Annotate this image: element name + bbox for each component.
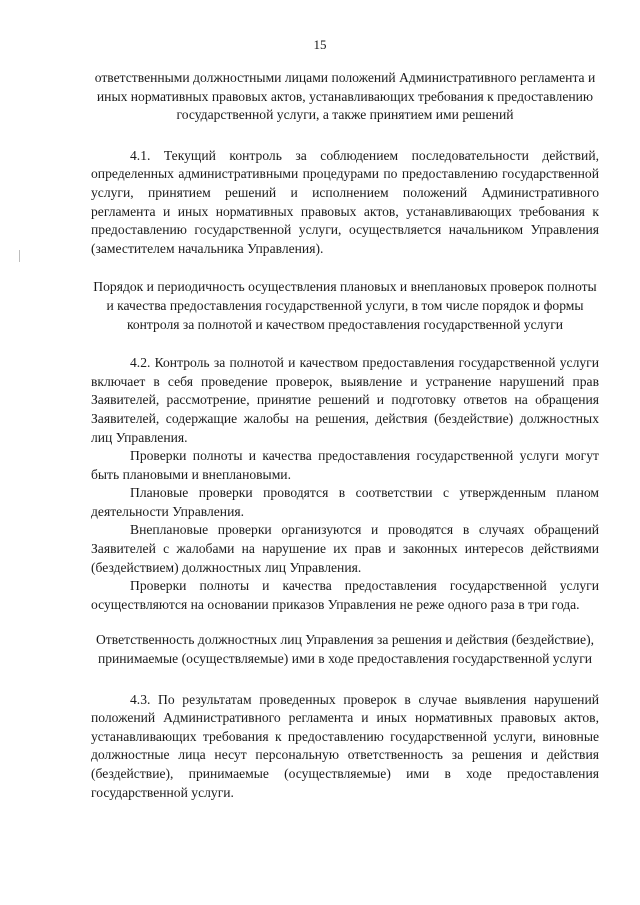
- spacer: [91, 334, 599, 354]
- paragraph-4-2: 4.2. Контроль за полнотой и качеством предоставления государственной услуги включает в себя проведение проверок, выявление и устранение нарушений прав Заявителей, рассмотрение, принятие решений и подготовку ответов на обращения Заявителей, содержащие жалобы на решения, действия (бездействие) должностных лиц Управления.: [91, 355, 599, 445]
- paragraph-4-1: 4.1. Текущий контроль за соблюдением последовательности действий, определенных административными процедурами по предоставлению государственной услуги, принятием решений и исполнением положений Административного регламента и иных нормативных правовых актов, устанавливающих требования к предоставлению государственной услуги, осуществляется начальником Управления (заместителем начальника Управления).: [91, 147, 599, 256]
- spacer: [91, 669, 599, 691]
- paragraph-checks-types: Проверки полноты и качества предоставления государственной услуги могут быть плановыми и внеплановыми.: [91, 448, 599, 482]
- section-heading-officials-responsibility: Ответственность должностных лиц Управления за решения и действия (бездействие), принимаемые (осуществляемые) ими в ходе предоставления государственной услуги: [95, 632, 595, 667]
- spacer: [91, 614, 599, 631]
- paragraph-4-3: 4.3. По результатам проведенных проверок в случае выявления нарушений положений Административного регламента и иных нормативных правовых актов, устанавливающих требования к предоставлению государственной услуги, виновные должностные лица несут персональную ответственность за решения и действия (бездействие), принимаемые (осуществляемые) ими в ходе предоставления государственной услуги.: [91, 691, 599, 800]
- section-heading-inspection-procedure: Порядок и периодичность осуществления плановых и внеплановых проверок полноты и качества предоставления государственной услуги, в том числе порядок и формы контроля за полнотой и качеством предоставления государственной услуги: [93, 279, 597, 332]
- paragraph-checks-basis: Проверки полноты и качества предоставления государственной услуги осуществляются на основании приказов Управления не реже одного раза в три года.: [91, 578, 599, 612]
- paragraph-planned-checks: Плановые проверки проводятся в соответствии с утвержденным планом деятельности Управления.: [91, 485, 599, 519]
- document-body: [91, 69, 599, 802]
- page-number: 15: [313, 37, 327, 52]
- spacer: [91, 125, 599, 147]
- margin-mark: [19, 250, 20, 262]
- paragraph-unplanned-checks: Внеплановые проверки организуются и проводятся в случаях обращений Заявителей с жалобами на нарушение их прав и законных интересов действиями (бездействием) должностных лиц Управления.: [91, 522, 599, 575]
- spacer: [91, 258, 599, 278]
- section-heading-responsibility-for-compliance: ответственными должностными лицами положений Административного регламента и иных нормативных правовых актов, устанавливающих требования к предоставлению государственной услуги, а также принятием ими решений: [94, 70, 596, 123]
